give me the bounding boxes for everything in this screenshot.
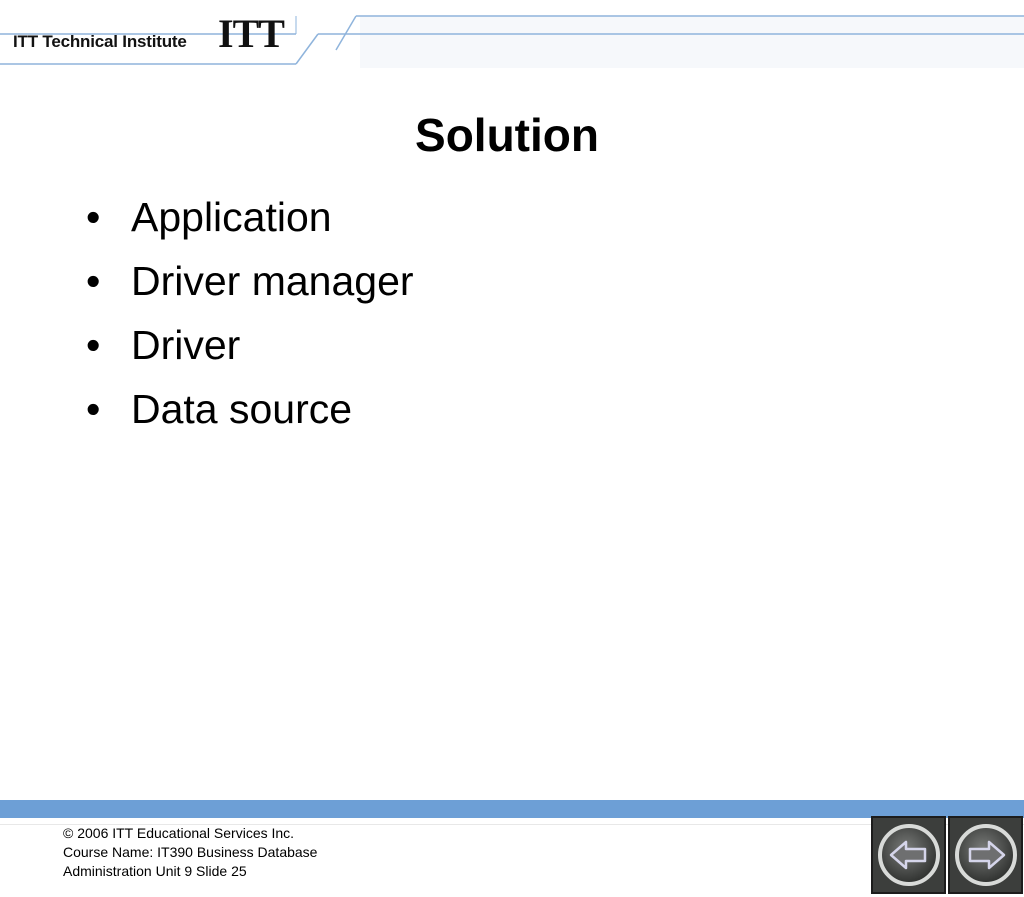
footer-line-slide: Administration Unit 9 Slide 25 [63, 863, 247, 879]
bullet-item [86, 252, 414, 316]
bullet-glyph: • [86, 322, 101, 368]
previous-slide-button[interactable] [871, 816, 946, 894]
itt-logo: ITT [218, 11, 284, 56]
institute-logo-text: ITT Technical Institute [13, 32, 187, 51]
left-arrow-icon [873, 818, 944, 892]
footer-line-course: Course Name: IT390 Business Database [63, 844, 318, 860]
bullet-item [86, 316, 414, 380]
footer-copyright [63, 824, 317, 881]
bullet-item [86, 380, 414, 444]
next-slide-button[interactable] [948, 816, 1023, 894]
bullet-item [86, 188, 414, 252]
right-arrow-icon [950, 818, 1021, 892]
bullet-glyph: • [86, 194, 101, 240]
footer-line-copyright: © 2006 ITT Educational Services Inc. [63, 825, 295, 841]
bullet-text: Application [131, 194, 332, 240]
slide-title: Solution [415, 109, 599, 161]
bullet-text: Driver [131, 322, 241, 368]
bullet-list [86, 188, 414, 444]
bullet-text: Driver manager [131, 258, 414, 304]
bullet-text: Data source [131, 386, 353, 432]
bullet-glyph: • [86, 386, 101, 432]
bullet-glyph: • [86, 258, 101, 304]
